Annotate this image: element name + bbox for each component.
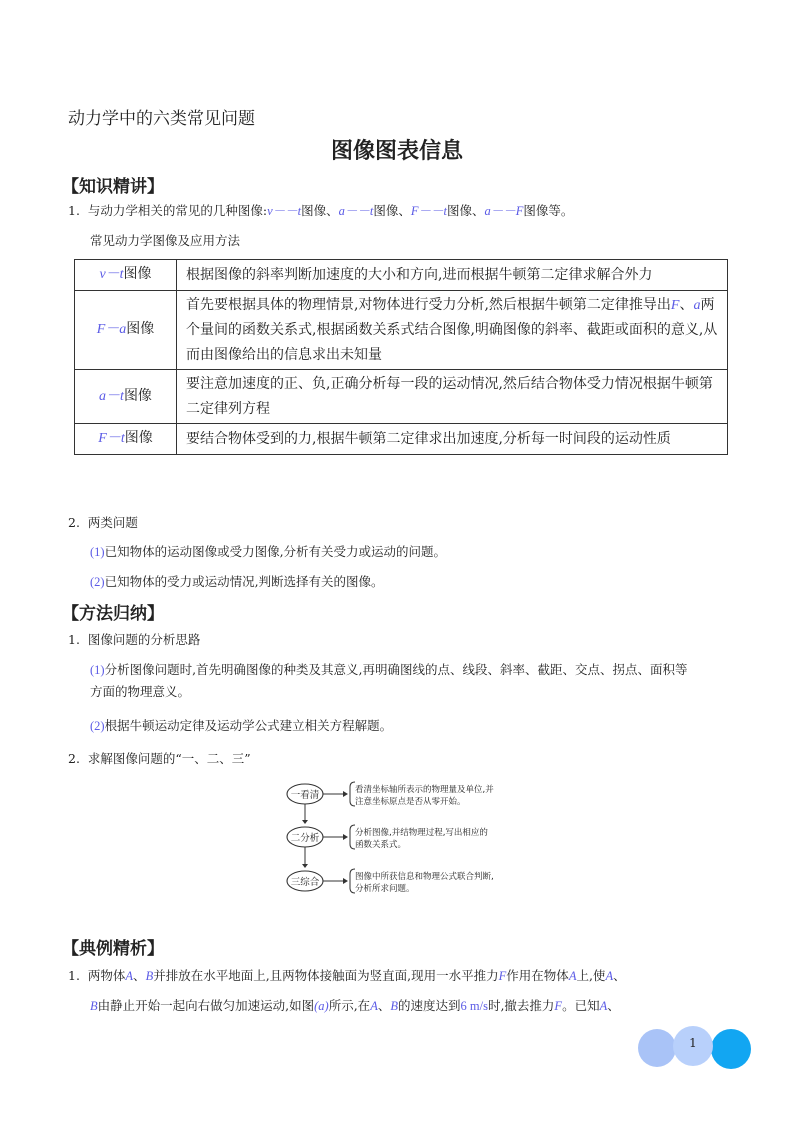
- graph-type-aF: a－－F: [484, 204, 524, 218]
- item-text: 图像问题的分析思路: [87, 632, 201, 647]
- example-text: 所示,在: [328, 998, 371, 1013]
- math-A: A: [370, 999, 378, 1013]
- item-number: 1.: [68, 968, 80, 983]
- page-title: 图像图表信息: [330, 139, 463, 164]
- table-cell-graph: [75, 290, 177, 370]
- graph-symbol: F－t: [98, 431, 125, 446]
- subitem-text: 已知物体的受力或运动情况,判断选择有关的图像。: [104, 574, 384, 589]
- item-text: 求解图像问题的“一、二、三”: [87, 751, 251, 766]
- math-F: F: [670, 297, 680, 313]
- step-note: 看清坐标轴所表示的物理量及单位,并: [355, 785, 494, 795]
- item-text: 图像、: [373, 203, 411, 218]
- graph-suffix: 图像: [123, 387, 152, 404]
- step-note: 图像中所获信息和物理公式联合判断,: [355, 872, 494, 882]
- knowledge-item-2: [68, 512, 138, 534]
- graph-type-Ft: F－－t: [410, 204, 448, 218]
- step-label: 一看清: [290, 790, 320, 801]
- graph-symbol: F－a: [96, 322, 127, 337]
- subitem-text: 分析图像问题时,首先明确图像的种类及其意义,再明确图线的点、线段、斜率、截距、交点、拐点、面积等: [104, 662, 688, 677]
- flow-step-3: [287, 869, 494, 894]
- step-label: 三综合: [290, 877, 320, 888]
- table-cell-desc: 要注意加速度的正、负,正确分析每一段的运动情况,然后结合物体受力情况根据牛顿第二定律列方程: [177, 370, 728, 424]
- subitem-text: 方面的物理意义。: [90, 684, 191, 699]
- math-F: F: [498, 969, 507, 983]
- table-cell-graph: [75, 370, 177, 424]
- math-A: A: [599, 999, 608, 1013]
- subitem-text: 根据牛顿运动定律及运动学公式建立相关方程解题。: [104, 718, 393, 733]
- graph-suffix: 图像: [124, 430, 153, 446]
- page-badge-circle: [711, 1029, 751, 1069]
- table-cell-desc: 要结合物体受到的力,根据牛顿第二定律求出加速度,分析每一时间段的运动性质: [177, 424, 728, 455]
- step-note: 函数关系式。: [355, 840, 407, 850]
- example-text: 由静止开始一起向右做匀加速运动,如图: [97, 998, 315, 1013]
- graph-symbol: a－t: [99, 388, 124, 404]
- math-F: F: [554, 999, 563, 1013]
- section-heading-method: 【方法归纳】: [62, 604, 164, 624]
- analysis-flow-diagram: [285, 778, 545, 898]
- page-number: 1: [689, 1036, 697, 1050]
- desc-text: 、: [679, 296, 694, 313]
- section-heading-examples: 【典例精析】: [62, 939, 164, 959]
- subitem-text: 已知物体的运动图像或受力图像,分析有关受力或运动的问题。: [104, 544, 447, 559]
- item-text: 图像、: [301, 203, 339, 218]
- example-1-line-2: [90, 995, 750, 1017]
- arrow-right-icon: [343, 878, 348, 884]
- speed-value: 6 m/s: [460, 999, 488, 1013]
- knowledge-item-1: [68, 200, 573, 222]
- example-text: 的速度达到: [397, 998, 461, 1013]
- math-A: A: [605, 969, 614, 983]
- table-caption: 常见动力学图像及应用方法: [90, 233, 241, 248]
- item-number: 2.: [68, 751, 80, 766]
- item-text: 图像、: [447, 203, 485, 218]
- desc-text: 首先要根据具体的物理情景,对物体进行受力分析,然后根据牛顿第二定律推导出: [186, 296, 671, 313]
- table-row: [75, 370, 728, 424]
- example-1: [68, 965, 748, 987]
- example-text: 。已知: [562, 998, 600, 1013]
- item-number: 2.: [68, 515, 80, 530]
- table-row: [75, 424, 728, 455]
- method-subitem-1: [90, 659, 740, 703]
- graph-symbol: v－t: [99, 267, 124, 282]
- subitem-number: (2): [90, 575, 105, 589]
- math-B: B: [145, 969, 154, 983]
- math-B: B: [390, 999, 398, 1013]
- example-text: 、: [607, 998, 620, 1013]
- example-text: 上,使: [576, 968, 606, 983]
- step-note: 注意坐标原点是否从零开始。: [355, 797, 466, 807]
- step-note: 分析图像,并结物理过程,写出相应的: [355, 828, 488, 838]
- table-cell-graph: [75, 424, 177, 455]
- table-row: [75, 290, 728, 370]
- table-cell-desc: 根据图像的斜率判断加速度的大小和方向,进而根据牛顿第二定律求解合外力: [177, 260, 728, 291]
- knowledge-subitem-1: [90, 541, 446, 563]
- math-A: A: [568, 969, 577, 983]
- arrow-down-icon: [302, 820, 308, 824]
- page-badge-circle: [638, 1029, 676, 1067]
- document-subtitle: 动力学中的六类常见问题: [68, 109, 255, 129]
- table-row: [75, 260, 728, 291]
- method-item-2: [68, 748, 251, 770]
- flow-step-1: [287, 782, 494, 807]
- table-cell-desc: [177, 290, 728, 370]
- example-text: 并排放在水平地面上,且两物体接触面为竖直面,现用一水平推力: [153, 968, 499, 983]
- desc-text: 两个量间的函数关系式,根据函数关系式结合图像,明确图像的斜率、截距或面积的意义,从而由图像给出的信息求出未知量: [186, 296, 718, 363]
- math-B: B: [90, 999, 98, 1013]
- item-text: 图像等。: [523, 203, 574, 218]
- method-subitem-2: [90, 715, 392, 737]
- math-a: a: [693, 297, 701, 313]
- step-label: 二分析: [290, 833, 320, 844]
- graph-type-at: a－－t: [338, 204, 374, 218]
- method-item-1: [68, 629, 200, 651]
- example-text: 、: [377, 998, 391, 1013]
- flow-step-2: [287, 825, 488, 850]
- graph-suffix: 图像: [126, 321, 155, 337]
- subitem-number: (1): [90, 545, 105, 559]
- item-text: 与动力学相关的常见的几种图像:: [87, 203, 268, 218]
- example-text: 两物体: [87, 968, 126, 983]
- graph-suffix: 图像: [123, 266, 152, 282]
- graph-type-vt: v－－t: [267, 204, 302, 218]
- figure-ref: (a): [314, 999, 329, 1013]
- item-number: 1.: [68, 632, 80, 647]
- step-note: 分析所求问题。: [355, 884, 415, 894]
- example-text: 、: [613, 968, 626, 983]
- knowledge-subitem-2: [90, 571, 384, 593]
- section-heading-knowledge: 【知识精讲】: [62, 177, 164, 197]
- subitem-number: (1): [90, 663, 105, 677]
- subitem-number: (2): [90, 719, 105, 733]
- table-cell-graph: [75, 260, 177, 291]
- math-A: A: [125, 969, 134, 983]
- example-text: 、: [133, 968, 146, 983]
- graph-methods-table: [74, 259, 728, 455]
- arrow-down-icon: [302, 864, 308, 868]
- example-text: 时,撤去推力: [487, 998, 555, 1013]
- item-number: 1.: [68, 203, 80, 218]
- example-text: 作用在物体: [506, 968, 569, 983]
- arrow-right-icon: [343, 791, 348, 797]
- arrow-right-icon: [343, 834, 348, 840]
- item-text: 两类问题: [87, 515, 138, 530]
